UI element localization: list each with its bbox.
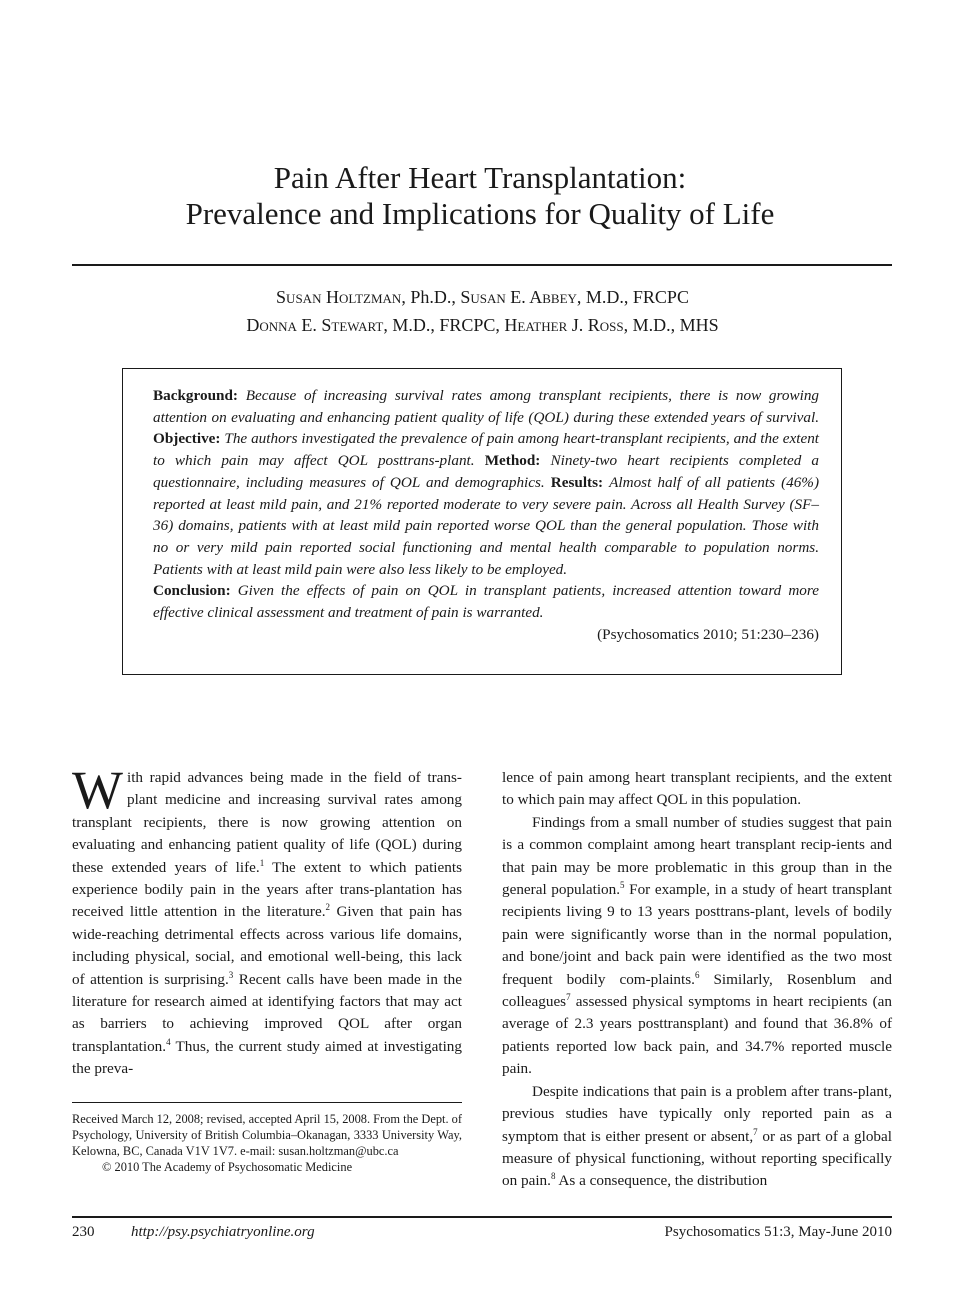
citation-ref: 3 <box>228 969 234 980</box>
title-divider <box>72 264 892 266</box>
title-line-1: Pain After Heart Transplantation: <box>273 160 687 195</box>
abstract-box <box>122 368 842 675</box>
page-number: 230 <box>72 1224 95 1240</box>
background-label: Background: <box>153 387 238 404</box>
author-name: Susan E. Abbey <box>460 287 577 307</box>
conclusion-text: Given the effects of pain on QOL in transplant patients, increased attention toward more effective clinical assessment and treatment of pain is warranted. <box>153 582 819 622</box>
results-label: Results: <box>550 473 604 491</box>
author-name: Heather J. Ross <box>504 315 624 335</box>
citation-ref: 6 <box>694 969 700 980</box>
title-line-2: Prevalence and Implications for Quality of Life <box>185 196 775 231</box>
author-name: Donna E. Stewart <box>246 315 384 335</box>
results-text: Almost half of all patients (46%) reported at least mild pain, and 21% reported moderate to very severe pain. Across all Health Survey (SF–36) domains, patients with at least mild pain reported worse QOL than the general population. Those with no or very mild pain reported social functioning and mental health comparable to population norms. Patients with at least mild pain were also less likely to be employed. <box>153 473 820 578</box>
author-degree: , M.D., MHS <box>623 315 719 335</box>
method-text: Ninety-two heart recipients completed a questionnaire, including measures of QOL and demographics. <box>153 452 820 491</box>
article-footnote <box>72 1111 462 1175</box>
received-note: Received March 12, 2008; revised, accepted April 15, 2008. From the Dept. of Psychology, University of British Columbia–Okanagan, 3333 University Way, Kelowna, BC, Canada V1V 1V7. e-mail: susan.holtzman@ubc.ca <box>72 1112 462 1158</box>
author-name: Susan Holtzman <box>276 287 402 307</box>
author-list <box>0 283 965 339</box>
citation-ref: 4 <box>166 1036 171 1047</box>
body-paragraph: Despite indications that pain is a problem after trans-plant, previous studies have typically only reported pain as a symptom that is either present or absent,$^7$ or as part of a global measure of physical functioning, without reporting specifically on pain.$^8$ As a consequence, the distribution <box>502 1082 892 1190</box>
right-column <box>502 767 892 1193</box>
copyright-note: © 2010 The Academy of Psychosomatic Medicine <box>102 1160 353 1174</box>
method-label: Method: <box>484 452 541 470</box>
footer-divider <box>72 1216 892 1218</box>
background-text: Because of increasing survival rates among transplant recipients, there is now growing attention on evaluating and enhancing patient quality of life (QOL) during these extended years of survival. <box>153 387 820 426</box>
abstract-text <box>153 385 819 624</box>
citation-ref: 7 <box>753 1126 758 1137</box>
conclusion-label: Conclusion: <box>153 582 231 600</box>
article-title <box>0 160 960 232</box>
left-column <box>72 760 462 1081</box>
body-paragraph: Findings from a small number of studies suggest that pain is a common complaint among heart transplant recip-ients and that pain may be more problematic in this group than in the general population.$^5$ For example, in a study of heart transplant recipients living 9 to 13 years posttrans-plant, levels of bodily pain were significantly worse than in the normal population, and bone/joint and back pain were identified as the two most frequent bodily com-plaints.$^6$ Similarly, Rosenblum and colleagues$^7$ assessed physical symptoms in heart recipients (an average of 2.3 years posttransplant) and found that 36.8% of patients reported low back pain, and 34.7% reported muscle pain. <box>502 813 892 1078</box>
author-line-1 <box>0 283 965 311</box>
footnote-divider <box>72 1102 462 1103</box>
drop-cap: W <box>72 760 123 820</box>
citation-ref: 2 <box>325 902 331 913</box>
citation-ref: 7 <box>566 992 571 1002</box>
citation-ref: 5 <box>620 879 625 890</box>
journal-issue: Psychosomatics 51:3, May-June 2010 <box>664 1224 892 1240</box>
body-paragraph: lence of pain among heart transplant recipients, and the extent to which pain may affect QOL in this population. <box>502 769 892 809</box>
author-degree: , M.D., FRCPC, <box>383 315 505 335</box>
body-paragraph: With rapid advances being made in the field of trans-plant medicine and increasing survival rates among transplant recipients, there is now growing attention on evaluating and enhancing patient quality of life (QOL) during these extended years of life.$^1$ The extent to which patients experience bodily pain in the years after trans-plantation has received little attention in the literature.$^2$ Given that pain has wide-reaching detrimental effects across various life domains, including physical, social, and emotional well-being, this lack of attention is surprising.$^3$ Recent calls have been made in the literature for research aimed at identifying factors that may act as barriers to achieving improved QOL after organ transplantation.$^4$ Thus, the current study aimed at investigating the preva- <box>72 760 462 1078</box>
journal-url-link[interactable]: http://psy.psychiatryonline.org <box>131 1224 315 1240</box>
citation-ref: 1 <box>259 857 265 868</box>
abstract-citation: (Psychosomatics 2010; 51:230–236) <box>597 625 819 643</box>
objective-label: Objective: <box>153 430 221 448</box>
author-degree: , Ph.D., <box>401 287 461 307</box>
author-line-2 <box>0 311 965 339</box>
citation-ref: 8 <box>550 1171 556 1182</box>
author-degree: , M.D., FRCPC <box>576 287 689 307</box>
objective-text: The authors investigated the prevalence of pain among heart-transplant recipients, and the extent to which pain may affect QOL posttrans-plant. <box>153 430 820 470</box>
